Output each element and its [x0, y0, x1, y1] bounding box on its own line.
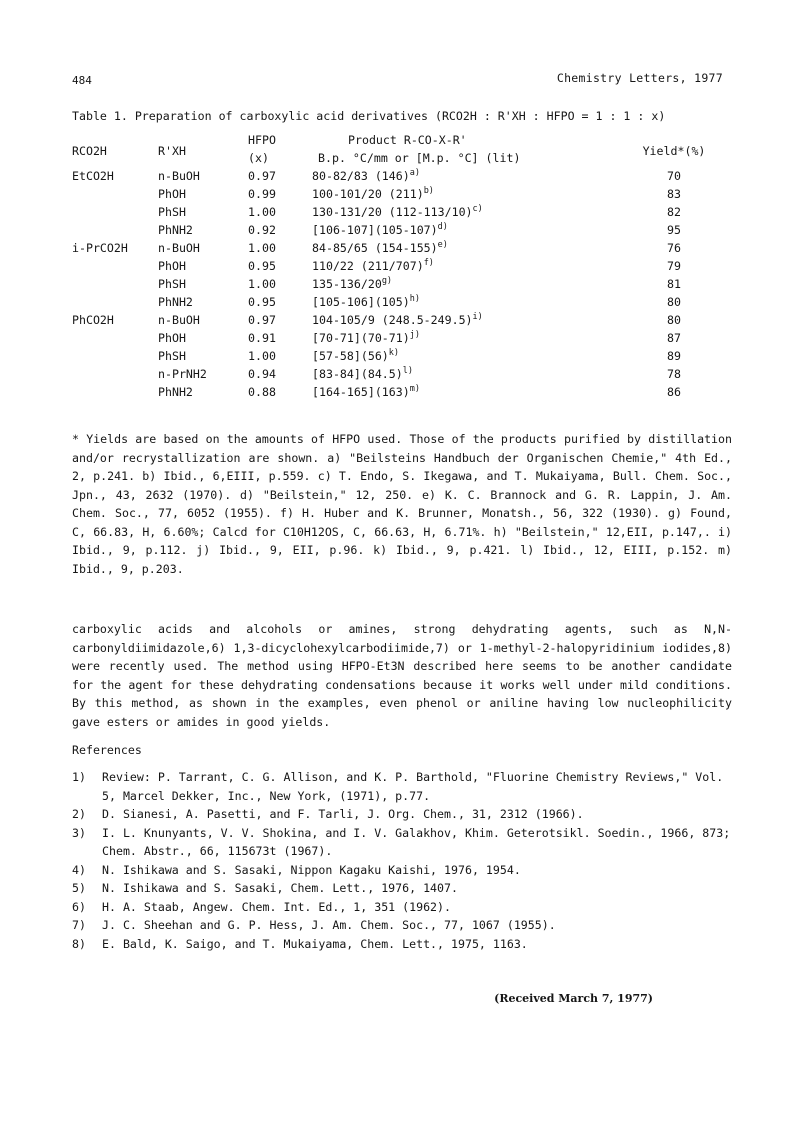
reference-text: D. Sianesi, A. Pasetti, and F. Tarli, J. Org. Chem., 31, 2312 (1966).	[102, 807, 584, 821]
page-number: 484	[72, 74, 92, 87]
reference-text: J. C. Sheehan and G. P. Hess, J. Am. Chem. Soc., 77, 1067 (1955).	[102, 918, 556, 932]
footnote-marker: j)	[409, 330, 420, 341]
cell-product: 80-82/83 (146)	[312, 169, 410, 183]
cell-acid	[72, 260, 158, 278]
cell-product: [83-84](84.5)	[312, 367, 403, 381]
cell-product: 135-136/20	[312, 277, 382, 291]
cell-hfpo: 1.00	[248, 349, 276, 363]
cell-product-wrap	[312, 224, 634, 242]
cell-hfpo: 0.92	[248, 223, 276, 237]
table-header-row-1	[72, 134, 714, 152]
footnote-marker: k)	[388, 348, 400, 359]
cell-product-wrap	[312, 368, 634, 386]
reference-number: 4)	[72, 862, 86, 877]
data-table	[72, 134, 714, 404]
cell-yield: 95	[667, 223, 681, 237]
footnote-marker: a)	[409, 168, 420, 179]
cell-hfpo: 0.88	[248, 385, 276, 399]
cell-product: [57-58](56)	[312, 349, 389, 363]
cell-product: [70-71](70-71)	[312, 331, 410, 345]
table-row	[72, 188, 714, 206]
reference-text: Review: P. Tarrant, C. G. Allison, and K. P. Barthold, "Fluorine Chemistry Reviews," Vol. 5, Marcel Dekker, Inc., New York, (1971), p.77.	[102, 770, 724, 803]
cell-hfpo: 0.97	[248, 313, 276, 327]
cell-reagent: PhSH	[158, 349, 186, 363]
table-row	[72, 260, 714, 278]
footnote-marker: e)	[437, 240, 448, 251]
cell-product-wrap	[312, 170, 634, 188]
cell-product: [106-107](105-107)	[312, 223, 438, 237]
reference-number: 6)	[72, 899, 86, 914]
received-date: (Received March 7, 1977)	[494, 992, 653, 1005]
footnote-marker: l)	[402, 366, 413, 377]
cell-product-wrap	[312, 242, 634, 260]
table-row	[72, 224, 714, 242]
reference-item	[72, 861, 732, 880]
cell-reagent: n-PrNH2	[158, 367, 207, 381]
cell-hfpo: 0.97	[248, 169, 276, 183]
footnote-marker: d)	[437, 222, 448, 233]
cell-hfpo: 0.94	[248, 367, 276, 381]
cell-yield: 86	[667, 385, 681, 399]
cell-hfpo: 0.99	[248, 187, 276, 201]
cell-hfpo: 1.00	[248, 277, 276, 291]
cell-yield: 81	[667, 277, 681, 291]
reference-item	[72, 916, 732, 935]
header-yield: Yield*(%)	[642, 144, 706, 159]
cell-acid: EtCO2H	[72, 169, 114, 183]
cell-product-wrap	[312, 314, 634, 332]
table-caption: Table 1. Preparation of carboxylic acid derivatives (RCO2H : R'XH : HFPO = 1 : 1 : x)	[72, 109, 666, 123]
cell-reagent: n-BuOH	[158, 313, 200, 327]
cell-acid	[72, 296, 158, 314]
cell-acid	[72, 332, 158, 350]
table-row	[72, 314, 714, 332]
footnote-marker: c)	[472, 204, 483, 215]
header-rxh: R'XH	[158, 144, 186, 159]
cell-yield: 89	[667, 349, 681, 363]
table-row	[72, 170, 714, 188]
cell-product: 104-105/9 (248.5-249.5)	[312, 313, 473, 327]
header-product-sub: B.p. °C/mm or [M.p. °C] (lit)	[318, 151, 521, 165]
reference-number: 2)	[72, 807, 86, 821]
cell-yield: 83	[667, 187, 681, 201]
cell-reagent: PhOH	[158, 187, 186, 201]
table-row	[72, 368, 714, 386]
cell-acid	[72, 206, 158, 224]
cell-acid	[72, 368, 158, 386]
reference-number: 1)	[72, 770, 86, 784]
reference-item	[72, 824, 732, 861]
header-product: Product R-CO-X-R'	[348, 133, 467, 147]
cell-yield: 78	[667, 367, 681, 381]
reference-text: I. L. Knunyants, V. V. Shokina, and I. V. Galakhov, Khim. Geterotsikl. Soedin., 1966, 873; Chem. Abstr., 66, 115673t (1967).	[102, 825, 731, 858]
reference-number: 8)	[72, 936, 86, 951]
reference-item	[72, 768, 732, 805]
reference-item	[72, 898, 732, 917]
reference-text: N. Ishikawa and S. Sasaki, Chem. Lett., 1976, 1407.	[102, 881, 458, 895]
footnote-marker: b)	[423, 186, 434, 197]
cell-yield: 80	[667, 295, 681, 309]
cell-product: 110/22 (211/707)	[312, 259, 424, 273]
reference-text: N. Ishikawa and S. Sasaki, Nippon Kagaku Kaishi, 1976, 1954.	[102, 862, 521, 877]
cell-yield: 79	[667, 259, 681, 273]
cell-acid	[72, 188, 158, 206]
reference-number: 3)	[72, 825, 86, 840]
reference-number: 5)	[72, 881, 86, 895]
cell-yield: 80	[667, 313, 681, 327]
cell-reagent: n-BuOH	[158, 241, 200, 255]
reference-number: 7)	[72, 918, 86, 932]
cell-acid	[72, 386, 158, 404]
cell-product: 100-101/20 (211)	[312, 187, 424, 201]
table-row	[72, 296, 714, 314]
cell-acid	[72, 278, 158, 296]
cell-product: [164-165](163)	[312, 385, 410, 399]
reference-item	[72, 935, 732, 954]
header-hfpo: HFPO	[248, 133, 276, 147]
cell-product-wrap	[312, 332, 634, 350]
cell-yield: 70	[667, 169, 681, 183]
cell-product-wrap	[312, 350, 634, 368]
reference-text: E. Bald, K. Saigo, and T. Mukaiyama, Chem. Lett., 1975, 1163.	[102, 936, 528, 951]
header-hfpo-unit: (x)	[248, 151, 269, 165]
reference-item	[72, 805, 732, 824]
cell-reagent: PhOH	[158, 259, 186, 273]
cell-product-wrap	[312, 278, 634, 296]
footnote-marker: f)	[423, 258, 434, 269]
reference-item	[72, 879, 732, 898]
references-list	[72, 768, 732, 953]
table-row	[72, 242, 714, 260]
cell-acid	[72, 224, 158, 242]
cell-hfpo: 0.95	[248, 295, 276, 309]
cell-product: 84-85/65 (154-155)	[312, 241, 438, 255]
footnote-marker: i)	[472, 312, 483, 323]
cell-reagent: PhNH2	[158, 223, 193, 237]
cell-yield: 76	[667, 241, 681, 255]
cell-hfpo: 0.91	[248, 331, 276, 345]
cell-yield: 82	[667, 205, 681, 219]
cell-yield: 87	[667, 331, 681, 345]
cell-reagent: n-BuOH	[158, 169, 200, 183]
cell-acid: i-PrCO2H	[72, 241, 128, 255]
references-heading: References	[72, 743, 142, 757]
table-footnote: * Yields are based on the amounts of HFPO used. Those of the products purified by distillation and/or recrystallization are shown. a) "Beilsteins Handbuch der Organischen Chemie," 4th Ed., 2, p.241. b) Ibid., 6,EIII, p.559. c) T. Endo, S. Ikegawa, and T. Mukaiyama, Bull. Chem. Soc., Jpn., 43, 2632 (1970). d) "Beilstein," 12, 250. e) K. C. Brannock and G. R. Lappin, J. Am. Chem. Soc., 77, 6052 (1955). f) H. Huber and K. Brunner, Monatsh., 56, 322 (1930). g) Found, C, 66.83, H, 6.60%; Calcd for C10H12OS, C, 66.63, H, 6.71%. h) "Beilstein," 12,EII, p.147,. i) Ibid., 9, p.112. j) Ibid., 9, EII, p.96. k) Ibid., 9, p.421. l) Ibid., 12, EIII, p.152. m) Ibid., 9, p.203.	[72, 432, 732, 576]
cell-reagent: PhNH2	[158, 385, 193, 399]
cell-hfpo: 1.00	[248, 241, 276, 255]
header-rco2h: RCO2H	[72, 144, 107, 159]
cell-reagent: PhSH	[158, 205, 186, 219]
table-row	[72, 386, 714, 404]
cell-hfpo: 0.95	[248, 259, 276, 273]
cell-product-wrap	[312, 386, 634, 404]
cell-reagent: PhNH2	[158, 295, 193, 309]
cell-product: [105-106](105)	[312, 295, 410, 309]
cell-reagent: PhOH	[158, 331, 186, 345]
footnote-marker: m)	[409, 384, 420, 395]
cell-hfpo: 1.00	[248, 205, 276, 219]
table-row	[72, 206, 714, 224]
table-row	[72, 350, 714, 368]
cell-product-wrap	[312, 260, 634, 278]
footnote-marker: g)	[381, 276, 393, 287]
cell-product: 130-131/20 (112-113/10)	[312, 205, 473, 219]
journal-header: Chemistry Letters, 1977	[556, 71, 723, 85]
cell-reagent: PhSH	[158, 277, 186, 291]
reference-text: H. A. Staab, Angew. Chem. Int. Ed., 1, 351 (1962).	[102, 899, 452, 914]
cell-product-wrap	[312, 206, 634, 224]
table-row	[72, 278, 714, 296]
footnote-marker: h)	[409, 294, 420, 305]
body-paragraph: carboxylic acids and alcohols or amines, strong dehydrating agents, such as N,N-carbonyldiimidazole,6) 1,3-dicyclohexylcarbodiimide,7) or 1-methyl-2-halopyridinium iodides,8) were recently used. The method using HFPO-Et3N described here seems to be another candidate for the agent for these dehydrating condensations because it works well under mild conditions. By this method, as shown in the examples, even phenol or aniline having low nucleophilicity gave esters or amides in good yields.	[72, 622, 732, 729]
cell-acid: PhCO2H	[72, 313, 114, 327]
cell-acid	[72, 350, 158, 368]
